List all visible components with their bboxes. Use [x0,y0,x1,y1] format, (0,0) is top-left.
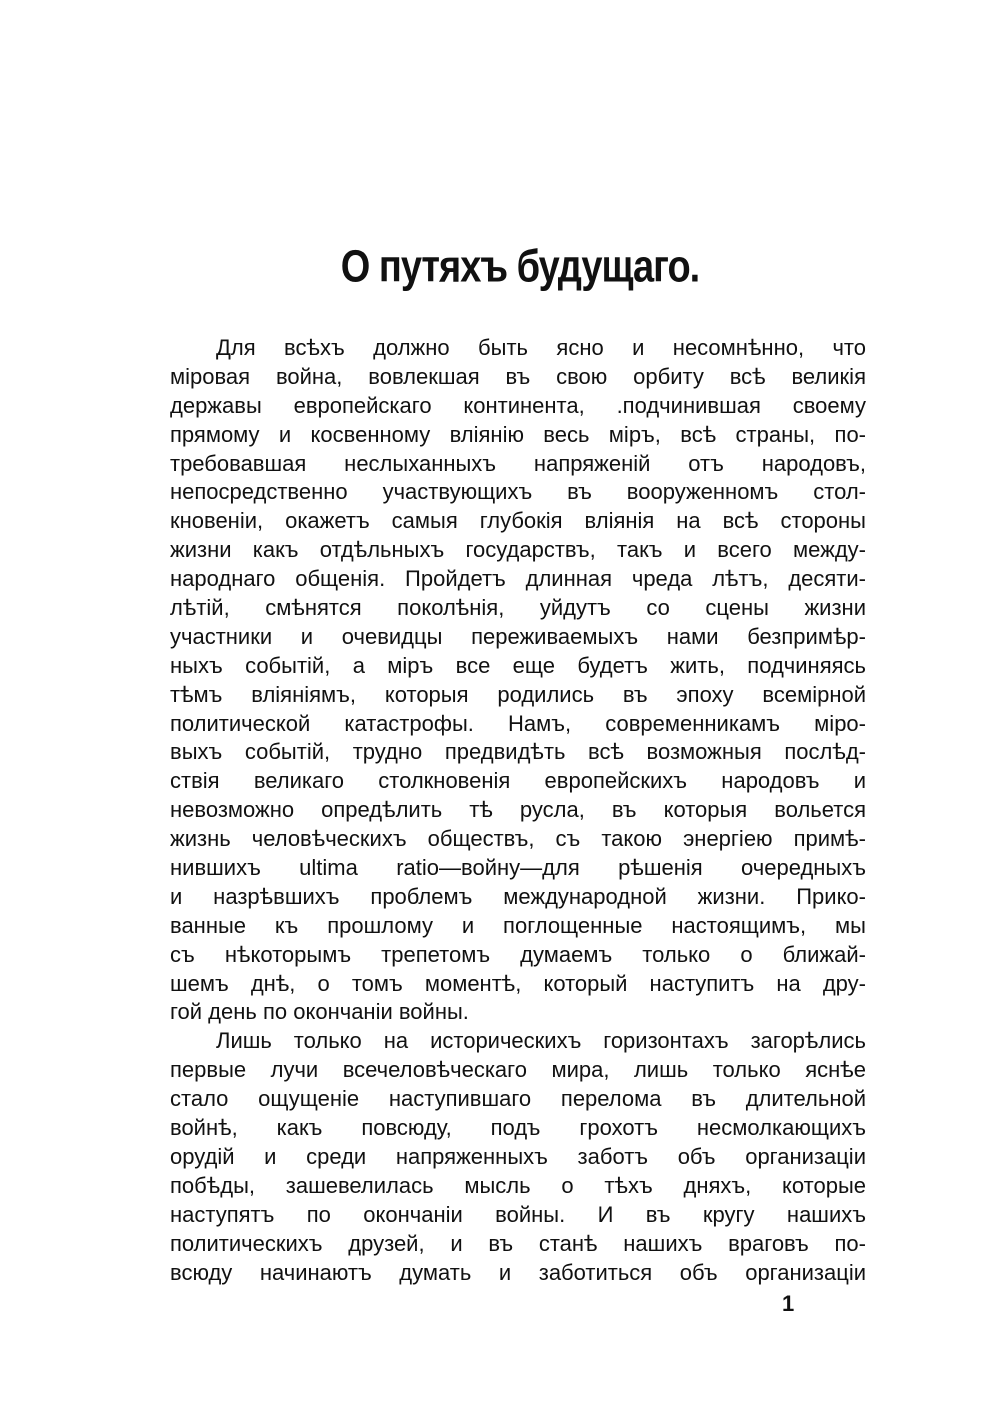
chapter-title: О путяхъ будущаго. [340,242,700,293]
text-line: стало ощущеніе наступившаго перелома въ длительной [170,1086,866,1112]
text-line: Лишь только на историческихъ горизонтахъ загорѣлись [216,1028,866,1054]
text-line: жизни какъ отдѣльныхъ государствъ, такъ и всего между- [170,537,866,563]
text-line: требовавшая неслыханныхъ напряженій отъ народовъ, [170,450,866,476]
text-line: участники и очевидцы переживаемыхъ нами безпримѣр- [170,623,866,649]
text-line: нившихъ ultima ratio—войну—для рѣшенія очередныхъ [170,855,866,881]
text-line: тѣмъ вліяніямъ, которыя родились въ эпоху всемірной [170,681,866,707]
text-line: орудій и среди напряженныхъ заботъ объ организаціи [170,1143,866,1169]
text-line: ванные къ прошлому и поглощенные настоящимъ, мы [170,912,866,938]
text-line: побѣды, зашевелилась мысль о тѣхъ дняхъ, которые [170,1172,866,1198]
text-line: и назрѣвшихъ проблемъ международной жизни. Прико- [170,883,866,909]
text-line: народнаго общенія. Пройдетъ длинная чреда лѣтъ, десяти- [170,566,866,592]
text-line: шемъ днѣ, о томъ моментѣ, который наступитъ на дру- [170,970,866,996]
text-line: непосредственно участвующихъ въ вооруженномъ стол- [170,479,866,505]
text-line: гой день по окончаніи войны. [170,999,469,1025]
text-line: наступятъ по окончаніи войны. И въ кругу нашихъ [170,1201,866,1227]
text-line: политической катастрофы. Намъ, современникамъ міро- [170,710,866,736]
text-line: кновеніи, окажетъ самыя глубокія вліянія на всѣ стороны [170,508,866,534]
text-line: политическихъ друзей, и въ станѣ нашихъ враговъ по- [170,1230,866,1256]
body-text [170,334,866,1287]
text-line: ныхъ событій, а міръ все еще будетъ жить, подчиняясь [170,652,866,678]
text-line: Для всѣхъ должно быть ясно и несомнѣнно, что [216,335,866,360]
text-line: ствія великаго столкновенія европейскихъ народовъ и [170,768,866,794]
text-line: лѣтій, смѣнятся поколѣнія, уйдутъ со сцены жизни [170,595,866,621]
text-line: прямому и косвенному вліянію весь міръ, всѣ страны, по- [170,421,866,447]
text-line: державы европейскаго континента, .подчинившая своему [170,392,866,418]
text-line: всюду начинаютъ думать и заботиться объ организаціи [170,1259,866,1285]
text-line: невозможно опредѣлить тѣ русла, въ которыя вольется [170,797,866,823]
text-line: выхъ событій, трудно предвидѣть всѣ возможныя послѣд- [170,739,866,765]
text-line: первые лучи всечеловѣческаго мира, лишь только яснѣе [170,1057,866,1083]
text-line: съ нѣкоторымъ трепетомъ думаемъ только о ближай- [170,941,866,967]
page-number: 1 [782,1291,795,1316]
text-line: міровая война, вовлекшая въ свою орбиту всѣ великія [170,363,866,389]
text-line: жизнь человѣческихъ обществъ, съ такою энергіею примѣ- [170,826,866,852]
text-line: войнѣ, какъ повсюду, подъ грохотъ несмолкающихъ [170,1115,866,1141]
